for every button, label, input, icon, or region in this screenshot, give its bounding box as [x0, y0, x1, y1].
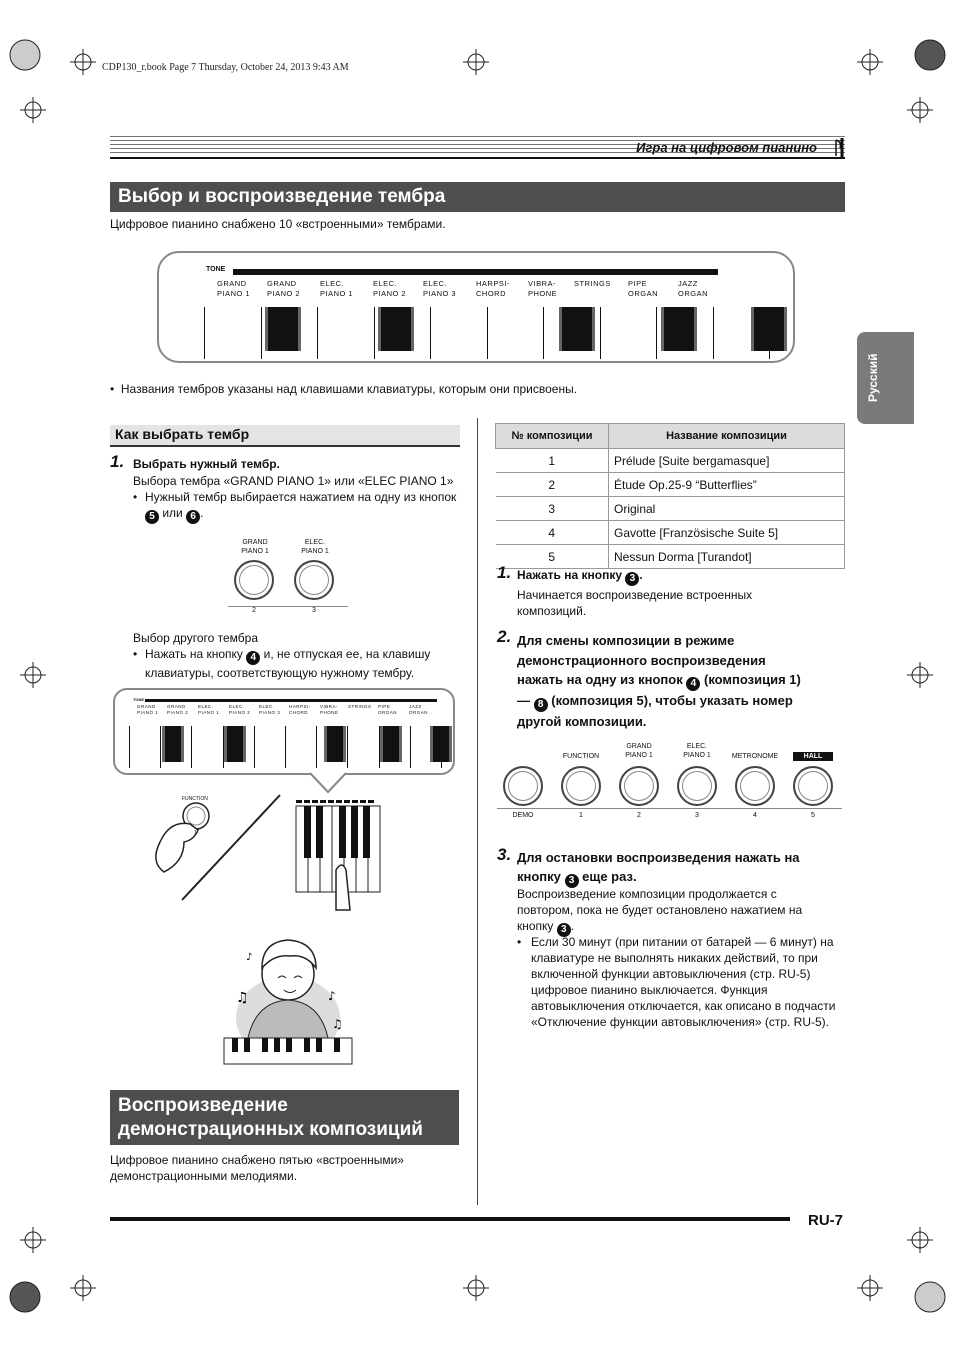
small-tone-keyboard-diagram: [113, 688, 455, 775]
table-cell-number: 4: [496, 521, 609, 545]
white-key-divider: [713, 307, 714, 359]
table-row: [496, 497, 845, 521]
table-header-title: Название композиции: [609, 424, 845, 449]
other-tone-title: Выбор другого тембра: [133, 631, 259, 645]
how-to-heading-text: Как выбрать тембр: [115, 426, 250, 442]
panel-button-label-5: [789, 752, 837, 761]
white-key-divider: [285, 726, 286, 768]
tone-name-2-line1: PIANO 1: [198, 710, 220, 715]
btn2-label-l2: PIANO 1: [301, 548, 329, 555]
panel-button-1[interactable]: [561, 766, 601, 806]
tone-name-0-line1: PIANO 1: [217, 289, 251, 298]
elec-piano-1-button[interactable]: [294, 560, 334, 600]
demo-step2-l1: Для смены композиции в режиме: [517, 633, 735, 648]
tone-name-3-line1: PIANO 2: [373, 289, 407, 298]
panel-button-label-5-line0: HALL: [793, 752, 833, 761]
circled-3-desc: 3: [557, 923, 571, 937]
demo-section-title: [110, 1090, 459, 1145]
tone-note-bullet: • Названия тембров указаны над клавишами клавиатуры, которым они присвоены.: [110, 382, 578, 396]
tone-name-9-line0: JAZZ: [409, 704, 422, 709]
demo-step1-pre: Нажать на кнопку: [517, 568, 623, 582]
page-number: RU-7: [808, 1212, 844, 1229]
demo-step1-desc: Начинается воспроизведение встроенных композиций.: [517, 588, 753, 618]
tone-name-0-line0: GRAND: [137, 704, 156, 709]
white-key-divider: [261, 307, 262, 359]
tone-name-1-line1: PIANO 2: [267, 289, 301, 298]
function-button-num: 1: [194, 830, 197, 836]
panel-button-number-0: DEMO: [512, 812, 534, 819]
tone-name-8-line1: ORGAN: [378, 710, 398, 715]
section-title: [110, 182, 845, 212]
tone-name-7: [574, 279, 634, 289]
tone-name-2-line0: ELEC.: [198, 704, 214, 709]
demo-section-title-l2: демонстрационных композиций: [118, 1119, 423, 1140]
svg-text:♪: ♪: [246, 952, 253, 963]
white-key-divider: [316, 726, 317, 768]
tone-bar: [233, 269, 718, 275]
tone-buttons-illustration: [228, 538, 348, 618]
circled-5: 5: [145, 510, 159, 524]
girl-playing-piano-illustration: [218, 938, 358, 1068]
btn2-number: 3: [312, 607, 316, 614]
circled-6: 6: [186, 510, 200, 524]
tone-name-4-line1: PIANO 3: [423, 289, 457, 298]
function-button-label: FUNCTION: [182, 796, 208, 802]
other-tone-bullet: • Нажать на кнопку 4 и, не отпуская ее, на клавишу клавиатуры, соответствующую нужному тембру.: [133, 647, 431, 680]
tone-name-6-line0: VIBRA-: [528, 279, 557, 288]
print-info-line: CDP130_r.book Page 7 Thursday, October 24, 2013 9:43 AM: [102, 62, 349, 73]
tone-name-4-line0: ELEC.: [423, 279, 448, 288]
tone-names: [159, 279, 797, 299]
table-cell-title: Prélude [Suite bergamasque]: [609, 449, 845, 473]
panel-button-label-2: [615, 742, 663, 760]
panel-button-label-2-line1: PIANO 1: [625, 752, 653, 759]
black-key: [430, 726, 452, 762]
black-key: [224, 726, 246, 762]
table-cell-number: 1: [496, 449, 609, 473]
language-tab-label: Русский: [866, 353, 880, 402]
tone-name-4-line1: PIANO 3: [259, 710, 281, 715]
table-row: [496, 545, 845, 569]
circled-3-step3: 3: [565, 874, 579, 888]
demo-step2-l4-post: (композиция 5), чтобы указать номер: [551, 693, 793, 708]
section-title-text: Выбор и воспроизведение тембра: [118, 186, 446, 207]
tone-name-6-line0: VIBRA-: [320, 704, 339, 709]
tone-name-3-line1: PIANO 2: [229, 710, 251, 715]
circled-4: 4: [246, 651, 260, 665]
white-key-divider: [543, 307, 544, 359]
panel-button-label-3-line1: PIANO 1: [683, 752, 711, 759]
small-tone-label: TONE: [133, 697, 145, 702]
panel-button-4[interactable]: [735, 766, 775, 806]
demo-step3-desc-l3: кнопку: [517, 919, 554, 933]
tone-name-2-line0: ELEC.: [320, 279, 345, 288]
demo-step3-desc-l2: повтором, пока не будет остановлено нажатием на: [517, 903, 803, 917]
demo-step3-l2-pre: кнопку: [517, 869, 561, 884]
other-tone-pre: Нажать на кнопку: [145, 647, 243, 661]
btn1-label-l1: GRAND: [242, 539, 268, 546]
table-cell-title: Nessun Dorma [Turandot]: [609, 545, 845, 569]
white-key-divider: [254, 726, 255, 768]
panel-button-2[interactable]: [619, 766, 659, 806]
small-tone-strip: [296, 800, 376, 804]
tone-name-9: [409, 704, 443, 716]
tone-name-8: [378, 704, 412, 716]
demo-section-intro: Цифровое пианино снабжено пятью «встроенными» демонстрационными мелодиями.: [110, 1153, 404, 1183]
demo-step3-l2-post: еще раз.: [582, 869, 637, 884]
tone-name-1: [267, 279, 327, 299]
black-key: [265, 307, 301, 351]
black-key: [661, 307, 697, 351]
other-tone-post: и, не отпуская ее, на клавишу клавиатуры, соответствующую нужному тембру.: [145, 647, 431, 680]
tone-name-3-line0: ELEC.: [229, 704, 245, 709]
panel-button-number-4: 4: [753, 812, 757, 819]
table-cell-title: Gavotte [Französische Suite 5]: [609, 521, 845, 545]
tone-name-7: [348, 704, 382, 710]
demo-songs-table: [495, 423, 845, 569]
column-divider: [477, 418, 478, 1205]
language-tab: [857, 332, 914, 424]
tone-name-9: [678, 279, 738, 299]
step1-bullet: • Нужный тембр выбирается нажатием на одну из кнопок 5 или 6 .: [133, 490, 457, 522]
black-key: [751, 307, 787, 351]
demo-step3-desc-l1: Воспроизведение композиции продолжается с: [517, 887, 777, 901]
demo-step2-number: 2.: [497, 627, 512, 646]
tone-name-5-line0: HARPSI-: [476, 279, 510, 288]
tone-name-0-line1: PIANO 1: [137, 710, 159, 715]
panel-button-label-3: [673, 742, 721, 760]
demo-step2-l3-post: (композиция 1): [703, 672, 801, 687]
tone-name-5: [476, 279, 536, 299]
tone-name-2-line1: PIANO 1: [320, 289, 354, 298]
tone-name-2: [320, 279, 380, 299]
panel-button-number-1: 1: [579, 812, 583, 819]
tone-name-5-line1: CHORD: [289, 710, 308, 715]
white-key-divider: [410, 726, 411, 768]
tone-note-text: Названия тембров указаны над клавишами клавиатуры, которым они присвоены.: [120, 382, 578, 396]
tone-name-5-line0: HARPSI-: [289, 704, 311, 709]
hand-pressing-illustration: [140, 790, 390, 920]
demo-step1-number: 1.: [497, 563, 512, 582]
panel-button-number-2: 2: [637, 812, 641, 819]
step1-title: Выбрать нужный тембр.: [133, 457, 280, 471]
table-cell-number: 3: [496, 497, 609, 521]
tone-name-6-line1: PHONE: [528, 289, 558, 298]
tone-name-4: [423, 279, 483, 299]
table-row: [496, 449, 845, 473]
small-keyboard-keys: [129, 726, 441, 768]
black-key: [162, 726, 184, 762]
demo-step3-desc: Воспроизведение композиции продолжается с повтором, пока не будет остановлено нажатием на кнопку 3 .: [517, 886, 847, 937]
tone-name-7-line0: STRINGS: [574, 279, 611, 288]
black-key: [380, 726, 402, 762]
panel-button-label-4-line0: METRONOME: [731, 753, 779, 760]
tone-name-8-line0: PIPE: [378, 704, 391, 709]
demo-step2-l5: другой композиции.: [517, 714, 647, 729]
keyboard-keys: [204, 307, 769, 359]
table-row: [496, 521, 845, 545]
music-note-icon: [826, 136, 846, 160]
tone-name-1-line0: GRAND: [167, 704, 186, 709]
white-key-divider: [374, 307, 375, 359]
tone-name-5-line1: CHORD: [476, 289, 506, 298]
tone-name-8-line0: PIPE: [628, 279, 648, 288]
tone-name-3: [229, 704, 263, 716]
tone-name-4-line0: ELEC.: [259, 704, 275, 709]
white-key-divider: [347, 726, 348, 768]
black-key: [324, 726, 346, 762]
panel-button-3[interactable]: [677, 766, 717, 806]
tone-name-4: [259, 704, 293, 716]
section-intro: Цифровое пианино снабжено 10 «встроенными» тембрами.: [110, 217, 446, 231]
tone-name-7-line0: STRINGS: [348, 704, 372, 709]
white-key-divider: [204, 307, 205, 359]
circled-3: 3: [625, 572, 639, 586]
tone-name-0: [137, 704, 171, 716]
panel-button-label-3-line0: ELEC.: [686, 743, 708, 750]
tone-name-2: [198, 704, 232, 716]
small-tone-names: [115, 704, 457, 718]
step1-bullet-or: или: [162, 506, 183, 520]
svg-text:♪: ♪: [328, 989, 336, 1003]
tone-name-3-line0: ELEC.: [373, 279, 398, 288]
panel-button-label-1-line0: FUNCTION: [562, 753, 600, 760]
panel-button-number-3: 3: [695, 812, 699, 819]
tone-name-5: [289, 704, 323, 716]
demo-section-title-l1: Воспроизведение: [118, 1095, 288, 1116]
black-key: [378, 307, 414, 351]
auto-off-text: Если 30 минут (при питании от батарей — 6 минут) на клавиатуре не выполнять никаких действий, то при включенной функции автовыключения (стр. RU-5) цифровое пианино выключается. Функция автовыключения отключается, как описано в подчасти «Отключение функции автовыключения» (стр. RU-5).: [531, 935, 836, 1029]
btn1-label-l2: PIANO 1: [241, 548, 269, 555]
demo-step2-text: [517, 631, 847, 732]
table-cell-title: Étude Op.25-9 “Butterflies”: [609, 473, 845, 497]
white-key-divider: [191, 726, 192, 768]
tone-keyboard-diagram: [157, 251, 795, 363]
demo-step3-l1: Для остановки воспроизведения нажать на: [517, 850, 800, 865]
demo-step3-number: 3.: [497, 845, 512, 864]
step1-line: Выбора тембра «GRAND PIANO 1» или «ELEC PIANO 1»: [133, 474, 454, 488]
btn1-number: 2: [252, 607, 256, 614]
circled-8: 8: [534, 698, 548, 712]
panel-button-5[interactable]: [793, 766, 833, 806]
how-to-heading: [110, 425, 460, 447]
demo-step2-dash: —: [517, 693, 530, 708]
tone-name-9-line1: ORGAN: [678, 289, 709, 298]
panel-button-number-5: 5: [811, 812, 815, 819]
table-row: [496, 473, 845, 497]
white-key-divider: [430, 307, 431, 359]
tone-label: TONE: [206, 266, 226, 273]
white-key-divider: [656, 307, 657, 359]
panel-button-label-1: [557, 752, 605, 761]
tone-name-6-line1: PHONE: [320, 710, 339, 715]
auto-off-bullet: • Если 30 минут (при питании от батарей — 6 минут) на клавиатуре не выполнять никаких действий, то при включенной функции автовыключения (стр. RU-5) цифровое пианино выключается. Функция автовыключения отключается, как описано в подчасти «Отключение функции автовыключения» (стр. RU-5).: [517, 934, 844, 1030]
panel-button-label-4: [731, 752, 779, 761]
control-panel-illustration: [497, 740, 842, 825]
grand-piano-1-button[interactable]: [234, 560, 274, 600]
step1-number: 1.: [110, 452, 125, 471]
tone-name-1-line1: PIANO 2: [167, 710, 189, 715]
tone-name-1-line0: GRAND: [267, 279, 297, 288]
tone-name-9-line0: JAZZ: [678, 279, 698, 288]
footer-rule: [110, 1217, 790, 1221]
demo-step3-title: [517, 848, 847, 888]
panel-button-label-2-line0: GRAND: [626, 743, 652, 750]
tone-name-8-line1: ORGAN: [628, 289, 659, 298]
tone-name-0-line0: GRAND: [217, 279, 247, 288]
demo-step1-title: Нажать на кнопку 3 .: [517, 568, 643, 584]
panel-button-0[interactable]: [503, 766, 543, 806]
white-key-divider: [317, 307, 318, 359]
table-header-number: № композиции: [496, 424, 609, 449]
table-cell-title: Original: [609, 497, 845, 521]
svg-text:♫: ♫: [332, 1017, 343, 1031]
running-header-title: Игра на цифровом пианино: [636, 140, 817, 155]
circled-4-step2: 4: [686, 677, 700, 691]
table-cell-number: 5: [496, 545, 609, 569]
black-key: [559, 307, 595, 351]
demo-step2-l2: демонстрационного воспроизведения: [517, 652, 766, 668]
btn2-label-l1: ELEC.: [304, 539, 326, 546]
table-cell-number: 2: [496, 473, 609, 497]
panel-baseline: [497, 802, 842, 809]
svg-text:♫: ♫: [236, 990, 249, 1006]
white-key-divider: [600, 307, 601, 359]
demo-step2-l3-pre: нажать на одну из кнопок: [517, 672, 683, 687]
tone-name-9-line1: ORGAN: [409, 710, 429, 715]
tone-name-1: [167, 704, 201, 716]
white-key-divider: [487, 307, 488, 359]
white-key-divider: [129, 726, 130, 768]
step1-bullet-text: Нужный тембр выбирается нажатием на одну из кнопок: [145, 490, 457, 504]
